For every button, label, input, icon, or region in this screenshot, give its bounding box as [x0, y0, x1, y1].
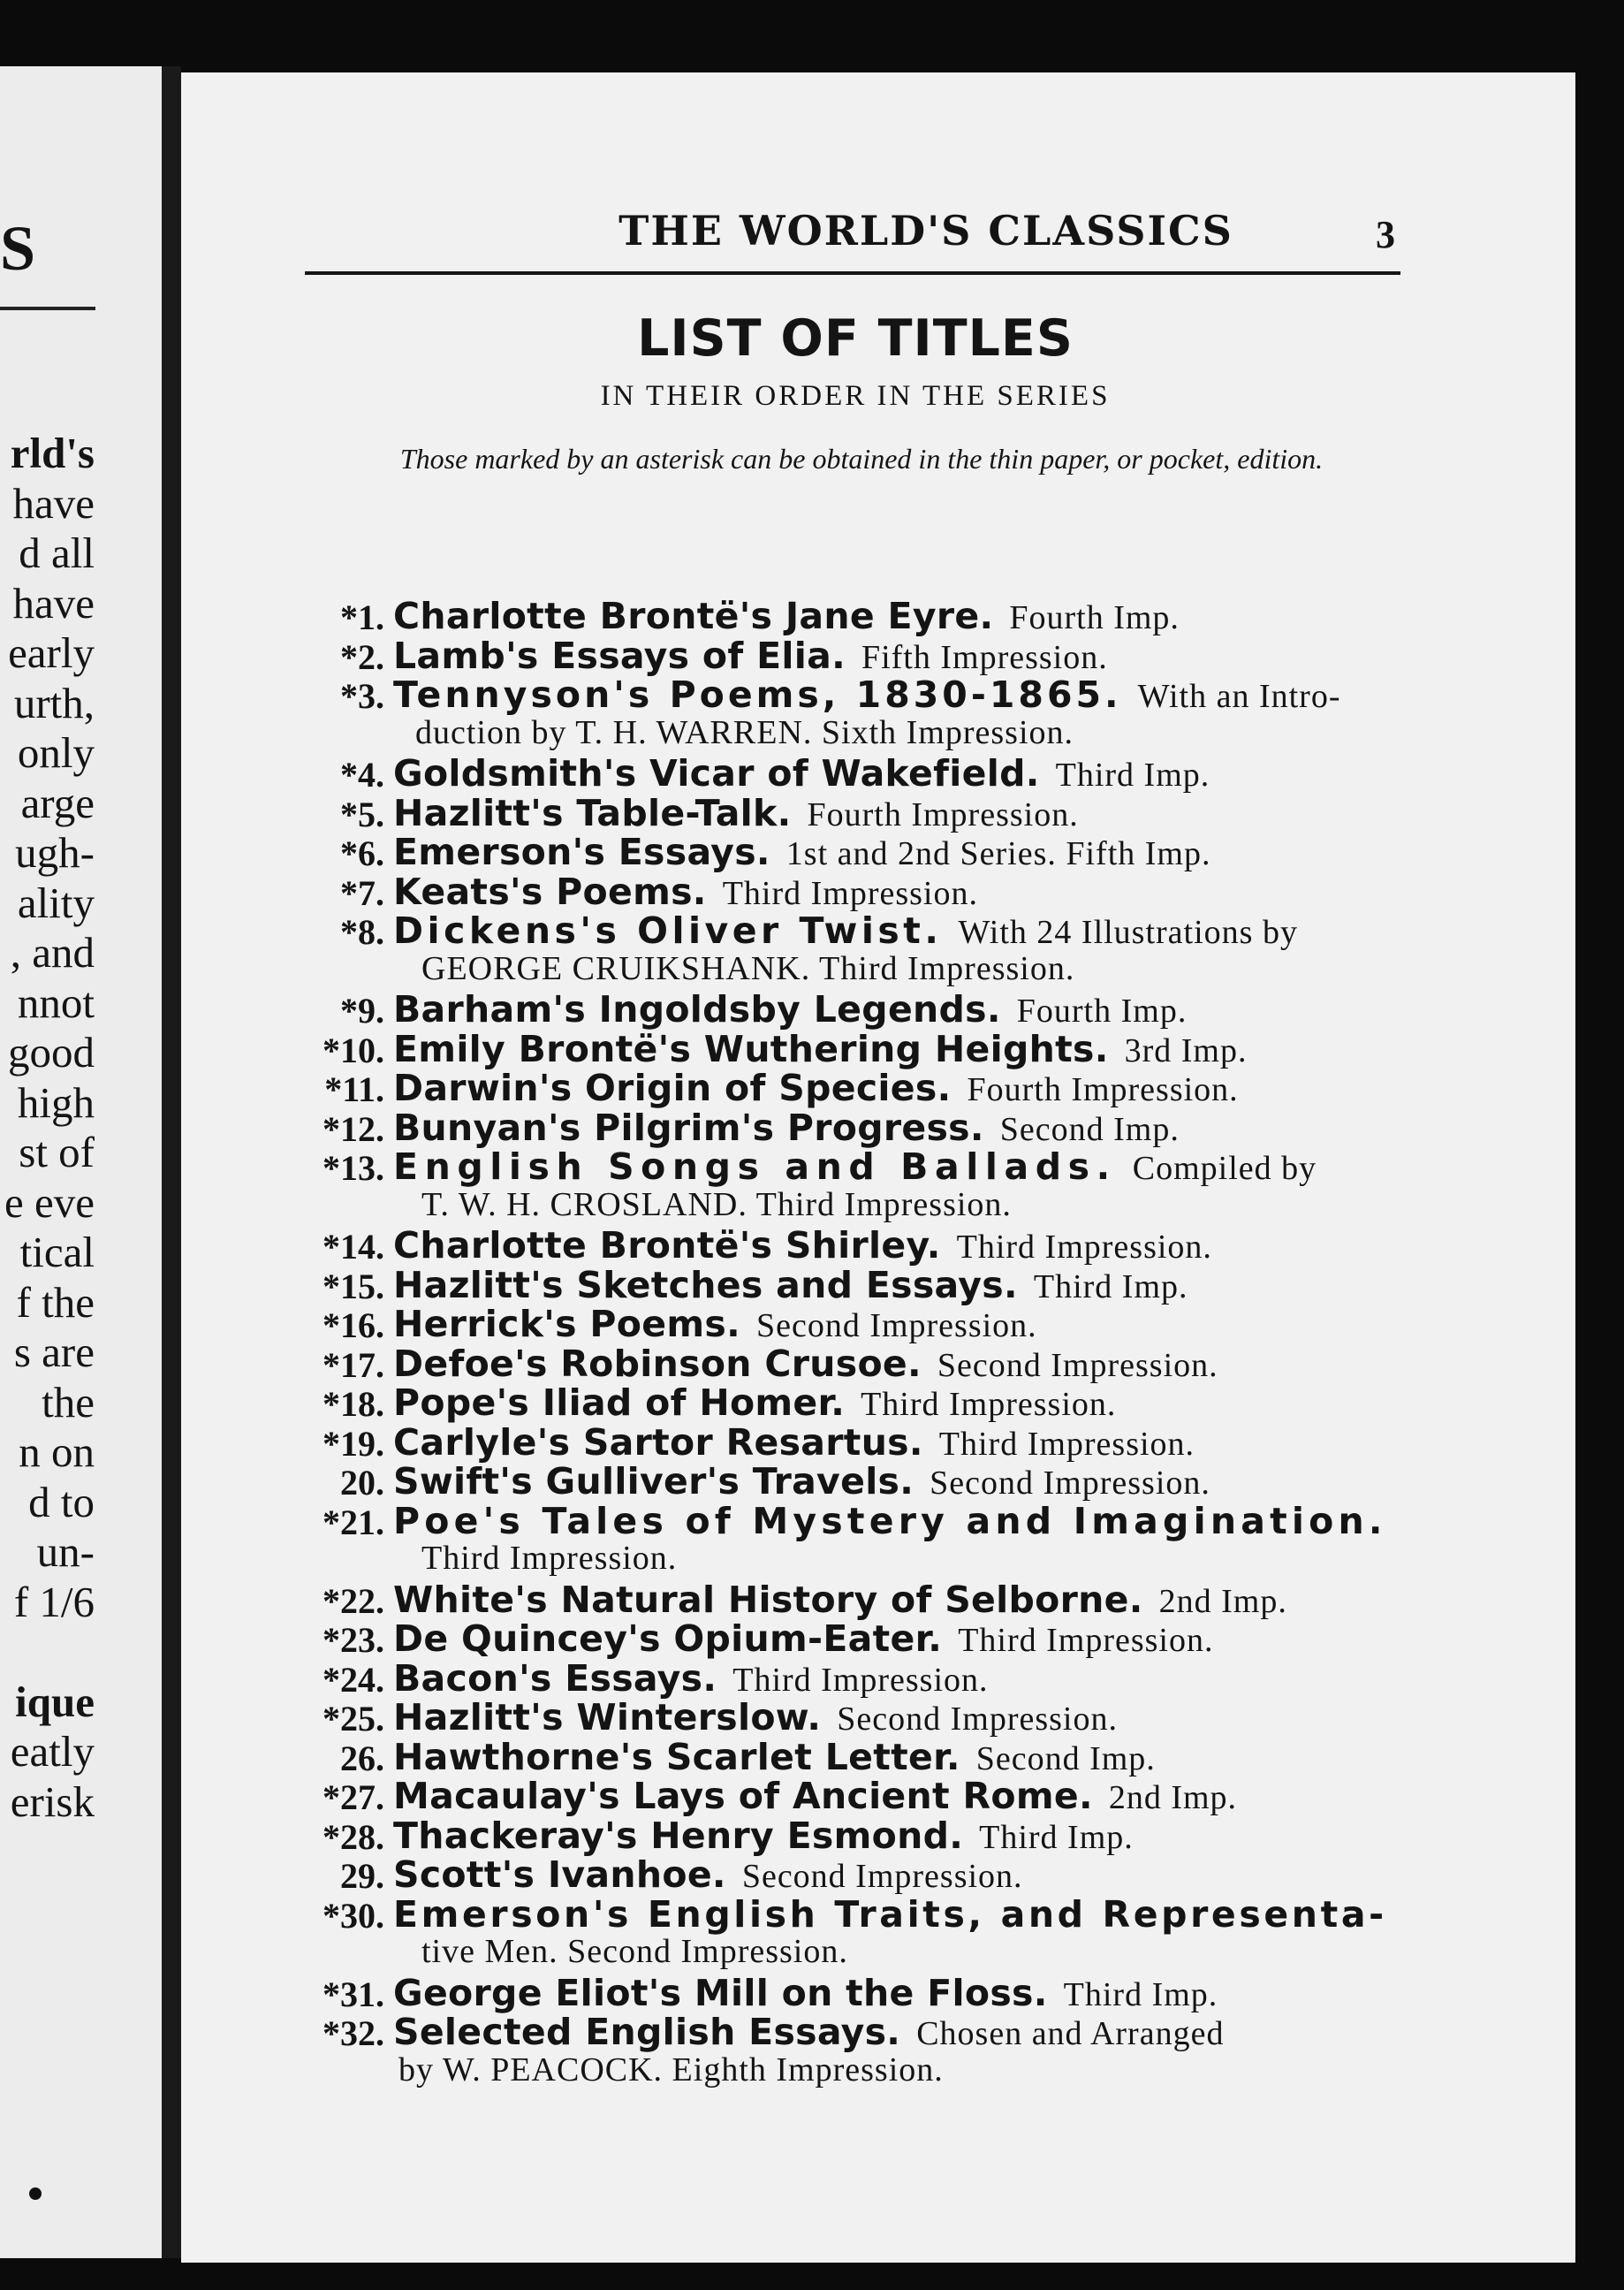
header-rule	[305, 271, 1400, 275]
entry-edition-note: Third Imp.	[979, 1818, 1134, 1856]
entry-edition-note: Fourth Impression.	[967, 1071, 1239, 1108]
entry-edition-note: With 24 Illustrations by	[958, 914, 1298, 951]
left-page-line: un-	[36, 1527, 95, 1576]
left-page-line: the	[42, 1377, 95, 1426]
left-page-line: urth,	[13, 678, 95, 727]
entry-title: Barham's Ingoldsby Legends.	[393, 988, 1001, 1031]
entry-number: *2.	[340, 636, 384, 677]
list-entry	[181, 1383, 1575, 1423]
entry-number: *10.	[323, 1030, 384, 1070]
entry-edition-note: Chosen and Arranged	[916, 2015, 1225, 2052]
left-page-heading: S	[0, 213, 36, 284]
left-facing-page	[0, 66, 162, 2258]
list-entry	[181, 1462, 1575, 1502]
list-entry	[181, 1420, 1575, 1464]
entry-title: Carlyle's Sartor Resartus.	[393, 1420, 923, 1464]
left-page-mark	[29, 2187, 42, 2200]
entry-edition-note: Second Imp.	[975, 1739, 1156, 1777]
list-entry	[181, 2012, 1575, 2091]
list-entry	[181, 1263, 1575, 1306]
entry-edition-note: Fourth Imp.	[1016, 993, 1188, 1030]
left-page-text	[4, 429, 95, 1827]
entry-title: Keats's Poems.	[393, 870, 707, 913]
entry-title: Bacon's Essays.	[393, 1656, 717, 1700]
left-page-line: e eve	[4, 1177, 95, 1227]
entry-title: Defoe's Robinson Crusoe.	[393, 1342, 922, 1385]
left-page-line: ugh-	[15, 828, 95, 877]
entry-title: Scott's Ivanhoe.	[393, 1853, 726, 1896]
list-entry	[181, 1108, 1575, 1148]
left-page-line: eatly	[10, 1727, 95, 1776]
entry-title: Hazlitt's Table-Talk.	[393, 791, 792, 834]
left-page-line: erisk	[10, 1776, 95, 1826]
entry-number: *19.	[323, 1423, 384, 1464]
list-entry	[181, 1619, 1575, 1659]
entry-continuation: tive Men. Second Impression.	[421, 1933, 848, 1970]
entry-title: White's Natural History of Selborne.	[393, 1578, 1143, 1621]
entry-number: *32.	[323, 2013, 384, 2053]
entry-number: *6.	[340, 833, 384, 873]
entry-number: *13.	[323, 1148, 384, 1188]
entry-title: Emerson's English Traits, and Representa-	[393, 1892, 1387, 1936]
entry-number: *15.	[323, 1266, 384, 1306]
list-entry	[181, 1344, 1575, 1384]
list-entry	[181, 636, 1575, 676]
entry-title: Emily Brontë's Wuthering Heights.	[393, 1027, 1109, 1070]
entry-continuation: duction by T. H. WARREN. Sixth Impression.	[415, 713, 1074, 751]
left-page-line: n on	[19, 1427, 95, 1476]
page-number: 3	[1376, 213, 1395, 256]
entry-title: George Eliot's Mill on the Floss.	[393, 1971, 1048, 2014]
left-page-line: rld's	[10, 429, 95, 477]
entry-edition-note: Second Imp.	[999, 1110, 1180, 1148]
entry-title: Thackeray's Henry Esmond.	[393, 1814, 964, 1857]
entry-title: Bunyan's Pilgrim's Progress.	[393, 1106, 984, 1149]
entry-number: *17.	[323, 1344, 384, 1385]
list-entry	[181, 1305, 1575, 1344]
left-page-line: good	[8, 1028, 95, 1077]
entry-number: 20.	[340, 1463, 384, 1503]
list-entry	[181, 1147, 1575, 1226]
entry-continuation: Third Impression.	[421, 1540, 678, 1577]
left-page-line: only	[17, 728, 95, 777]
left-page-line: arge	[20, 778, 95, 827]
entry-number: *14.	[323, 1227, 384, 1267]
book-gutter	[162, 66, 181, 2258]
list-entry	[181, 1816, 1575, 1856]
entry-edition-note: Fourth Imp.	[1009, 599, 1180, 636]
list-entry	[181, 911, 1575, 990]
entry-edition-note: 1st and 2nd Series. Fifth Imp.	[785, 835, 1211, 872]
list-entry	[181, 1580, 1575, 1620]
entry-number: *27.	[323, 1777, 384, 1817]
entry-edition-note: Second Impression.	[741, 1858, 1023, 1895]
entry-number: *22.	[323, 1580, 384, 1621]
entry-title: Darwin's Origin of Species.	[393, 1067, 952, 1109]
list-entry	[181, 791, 1575, 834]
list-entry	[181, 1776, 1575, 1816]
entry-number: *7.	[340, 872, 384, 913]
entry-number: *4.	[340, 755, 384, 795]
entry-title: Lamb's Essays of Elia.	[393, 634, 846, 677]
entry-title: Swift's Gulliver's Travels.	[393, 1460, 914, 1503]
entry-number: *25.	[323, 1699, 384, 1738]
entry-title: Hazlitt's Winterslow.	[393, 1696, 822, 1738]
left-page-line: have	[12, 578, 95, 628]
entry-number: *12.	[323, 1108, 384, 1149]
entry-edition-note: Fourth Impression.	[807, 795, 1079, 833]
list-entry	[181, 1892, 1575, 1974]
entry-edition-note: 2nd Imp.	[1158, 1582, 1287, 1620]
entry-edition-note: 2nd Imp.	[1108, 1779, 1238, 1816]
entry-title: De Quincey's Opium-Eater.	[393, 1617, 943, 1660]
entry-title: Charlotte Brontë's Jane Eyre.	[393, 595, 994, 637]
entry-title: Hawthorne's Scarlet Letter.	[393, 1735, 960, 1778]
entry-continuation: GEORGE CRUIKSHANK. Third Impression.	[421, 949, 1075, 987]
entry-edition-note: Second Impression.	[837, 1700, 1118, 1738]
entry-number: *24.	[323, 1659, 384, 1700]
entry-edition-note: Second Impression.	[755, 1307, 1037, 1344]
left-page-line: , and	[10, 928, 95, 977]
entry-edition-note: Third Impression.	[732, 1661, 989, 1699]
left-page-line: st of	[19, 1128, 95, 1176]
title-list	[181, 597, 1575, 2091]
asterisk-note: Those marked by an asterisk can be obtained in the thin paper, or pocket, edition.	[399, 443, 1324, 475]
entry-title: Hazlitt's Sketches and Essays.	[393, 1263, 1018, 1306]
entry-number: *9.	[340, 991, 384, 1031]
entry-edition-note: Third Imp.	[1055, 757, 1210, 794]
entry-edition-note: Third Impression.	[861, 1386, 1117, 1423]
left-page-line: s are	[13, 1328, 95, 1376]
entry-continuation: T. W. H. CROSLAND. Third Impression.	[421, 1185, 1012, 1223]
entry-edition-note: 3rd Imp.	[1124, 1031, 1248, 1069]
left-page-line: f the	[16, 1277, 95, 1327]
list-title: LIST OF TITLES	[637, 309, 1074, 368]
entry-number: *16.	[323, 1305, 384, 1345]
entry-edition-note: Third Impression.	[938, 1425, 1195, 1463]
list-entry	[181, 1698, 1575, 1738]
entry-edition-note: Third Imp.	[1063, 1975, 1218, 2013]
list-entry	[181, 872, 1575, 912]
entry-title: Dickens's Oliver Twist.	[393, 909, 943, 952]
entry-title: Selected English Essays.	[393, 2011, 901, 2053]
entry-title: Charlotte Brontë's Shirley.	[393, 1224, 941, 1267]
entry-edition-note: Third Impression.	[956, 1229, 1212, 1266]
entry-title: Tennyson's Poems, 1830-1865.	[393, 673, 1122, 716]
left-page-line: nnot	[17, 978, 95, 1027]
entry-title: Macaulay's Lays of Ancient Rome.	[393, 1775, 1093, 1817]
left-page-line: d to	[28, 1477, 95, 1526]
entry-number: *21.	[323, 1502, 384, 1542]
entry-number: *8.	[340, 912, 384, 952]
entry-title: Pope's Iliad of Homer.	[393, 1381, 846, 1424]
list-entry	[181, 833, 1575, 872]
list-entry	[181, 1226, 1575, 1266]
entry-title: Poe's Tales of Mystery and Imagination.	[393, 1499, 1387, 1542]
running-title: THE WORLD'S CLASSICS	[618, 207, 1233, 255]
entry-number: *5.	[340, 794, 384, 834]
entry-number: *31.	[323, 1974, 384, 2014]
list-entry	[181, 990, 1575, 1030]
entry-number: *18.	[323, 1384, 384, 1424]
entry-title: Herrick's Poems.	[393, 1303, 740, 1345]
entry-number: *1.	[340, 597, 384, 637]
entry-edition-note: Second Impression.	[930, 1465, 1210, 1502]
entry-title: Emerson's Essays.	[393, 831, 770, 873]
entry-number: *23.	[323, 1620, 384, 1660]
entry-title: English Songs and Ballads.	[393, 1145, 1117, 1188]
entry-edition-note: Third Impression.	[958, 1622, 1214, 1659]
left-page-line: ique	[15, 1677, 95, 1726]
left-page-line	[4, 1627, 95, 1678]
list-entry	[181, 675, 1575, 754]
entry-edition-note: Third Imp.	[1033, 1267, 1188, 1305]
entry-title: Goldsmith's Vicar of Wakefield.	[393, 752, 1040, 795]
list-subtitle: IN THEIR ORDER IN THE SERIES	[600, 380, 1111, 412]
list-entry	[181, 1656, 1575, 1700]
entry-number: 26.	[340, 1738, 384, 1778]
left-page-line: have	[12, 478, 95, 528]
list-entry	[181, 754, 1575, 794]
left-page-line: high	[17, 1077, 95, 1127]
left-page-line: ality	[17, 878, 95, 927]
left-page-line: f 1/6	[13, 1577, 95, 1626]
list-entry	[181, 1971, 1575, 2014]
list-entry	[181, 1855, 1575, 1895]
list-entry	[181, 1027, 1575, 1070]
entry-edition-note: With an Intro-	[1137, 678, 1341, 715]
left-page-line: early	[8, 628, 95, 677]
entry-number: 29.	[340, 1856, 384, 1896]
entry-edition-note: Second Impression.	[937, 1346, 1218, 1384]
list-entry	[181, 1499, 1575, 1580]
entry-number: *11.	[324, 1069, 384, 1109]
entry-edition-note: Fifth Impression.	[861, 638, 1108, 676]
left-page-line: d all	[19, 529, 95, 577]
book-page	[181, 72, 1575, 2263]
left-page-line: tical	[19, 1228, 95, 1276]
entry-number: *28.	[323, 1816, 384, 1857]
list-entry	[181, 597, 1575, 636]
list-entry	[181, 1735, 1575, 1778]
left-page-rule	[0, 307, 95, 310]
list-entry	[181, 1069, 1575, 1108]
entry-edition-note: Third Impression.	[722, 874, 978, 912]
entry-number: *30.	[323, 1895, 384, 1936]
entry-continuation: by W. PEACOCK. Eighth Impression.	[398, 2050, 944, 2088]
entry-edition-note: Compiled by	[1132, 1150, 1317, 1187]
entry-number: *3.	[340, 676, 384, 716]
